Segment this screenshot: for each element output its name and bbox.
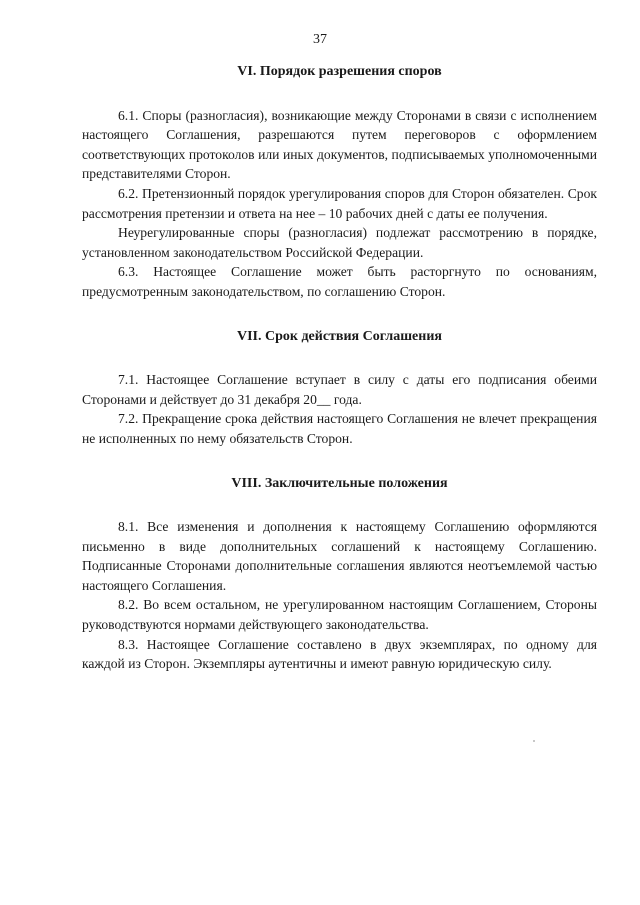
page-number: 37: [313, 32, 327, 47]
document-body: [82, 62, 597, 674]
section-heading: VII. Срок действия Соглашения: [237, 328, 442, 344]
paragraph-7-2: 7.2. Прекращение срока действия настоящего Соглашения не влечет прекращения не исполненных по нему обязательств Сторон.: [82, 411, 597, 446]
paragraph-6-2-continued: Неурегулированные споры (разногласия) подлежат рассмотрению в порядке, установленном законодательством Российской Федерации.: [82, 225, 597, 260]
section-final-provisions: [82, 474, 597, 674]
section-heading: VIII. Заключительные положения: [231, 475, 448, 491]
paragraph-8-1: 8.1. Все изменения и дополнения к настоящему Соглашению оформляются письменно в виде дополнительных соглашений к настоящему Соглашению. Подписанные Сторонами дополнительные соглашения являются неотъемлемой частью настоящего Соглашения.: [82, 519, 597, 593]
paragraph-6-2: 6.2. Претензионный порядок урегулирования споров для Сторон обязателен. Срок рассмотрения претензии и ответа на нее – 10 рабочих дней с даты ее получения.: [82, 185, 597, 221]
section-heading: VI. Порядок разрешения споров: [237, 64, 442, 79]
scan-speck: [533, 740, 535, 742]
paragraph-8-2: 8.2. Во всем остальном, не урегулированном настоящим Соглашением, Стороны руководствуются нормами действующего законодательства.: [82, 597, 597, 633]
paragraph-8-3: 8.3. Настоящее Соглашение составлено в двух экземплярах, по одному для каждой из Сторон. Экземпляры аутентичны и имеют равную юридическую силу.: [82, 636, 597, 672]
section-dispute-resolution: [82, 62, 597, 302]
paragraph-6-1: 6.1. Споры (разногласия), возникающие между Сторонами в связи с исполнением настоящего Соглашения, разрешаются путем переговоров с оформлением соответствующих протоколов или иных документов, подписываемых уполномоченными представителями Сторон.: [82, 107, 597, 182]
paragraph-7-1: 7.1. Настоящее Соглашение вступает в силу с даты его подписания обеими Сторонами и действует до 31 декабря 20__ года.: [82, 372, 597, 407]
section-agreement-term: [82, 327, 597, 449]
paragraph-6-3: 6.3. Настоящее Соглашение может быть расторгнуто по основаниям, предусмотренным законодательством, по соглашению Сторон.: [82, 264, 597, 299]
